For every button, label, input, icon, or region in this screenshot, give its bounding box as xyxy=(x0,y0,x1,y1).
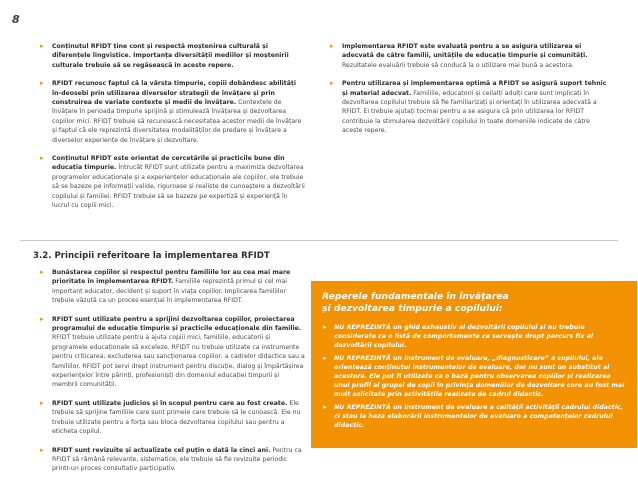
principle-item xyxy=(38,399,306,437)
triangle-right-icon: ▸ xyxy=(40,398,44,407)
principle-item xyxy=(38,79,306,145)
triangle-right-icon: ▸ xyxy=(323,402,327,411)
principle-text: RFIDT trebuie utilizate pentru a ajuta copiii mici, familiile, educatorii și programele educaționale să exceleze. RFIDT nu trebuie utilizate ca instrumente pentru criticarea, excluderea sau sancționarea copiilor, a cadrelor didactice sau a familiilor. RFIDT pot servi drept instrument pentru discuție, dialog și împărtășirea experiențelor între părinți, profesioniști din domeniul educației timpurii și membrii comunității. xyxy=(52,334,305,389)
callout-item-text: NU REPREZINTĂ un ghid exhaustiv al dezvoltării copilului și nu trebuie considerate ca o listă de comportamente ce servește drept parcurs fix al dezvoltării copilului. xyxy=(334,324,594,350)
triangle-right-icon: ▸ xyxy=(40,79,44,88)
callout-title-line: Reperele fundamentale în învățarea xyxy=(322,291,509,302)
principle-item xyxy=(328,79,610,135)
principle-text: Ele trebuie să sprijine familiile care sunt primele care trebuie să le cunoască. Ele nu trebuie utilizate pentru a forța sau bloca dezvoltarea copilului sau pentru a eticheta copilul. xyxy=(52,399,301,436)
triangle-right-icon: ▸ xyxy=(40,314,44,323)
section-divider xyxy=(20,240,618,241)
principle-item xyxy=(38,154,306,210)
triangle-right-icon: ▸ xyxy=(330,79,334,88)
left-column-top xyxy=(38,42,306,220)
principle-text: Familiile, educatorii și ceilalți adulți care sunt implicați în dezvoltarea copilului trebuie să fie familiarizați și orientați în utilizarea adecvată a RFIDT. Ei trebuie ajutați tocmai pentru a se asigura că prin utilizarea lor RFIDT contribuie la stimularea dezvoltării copilului în toate domeniile indicate de către aceste repere. xyxy=(342,89,597,135)
principle-bold: RFIDT sunt utilizate pentru a sprijini dezvoltarea copiilor, proiectarea programului de educație timpurie și practicile educaționale din familie. xyxy=(52,315,302,333)
callout-item-text: NU REPREZINTĂ un instrument de evaluare a calității activității cadrului didactic, ci stau la baza elaborării instrumentelor de evaluare a competențelor cadrului didactic. xyxy=(334,403,623,430)
callout-item-text: NU REPREZINTĂ un instrument de evaluare, „diagnosticare” a copilului, ele orientează conținutul instrumentelor de evaluare, dar nu sunt un substitut al acestora. Ele pot fi utilizate ca o bază pentru observarea copiilor și realizarea unui profil al grupei de copii în privința domeniilor de dezvoltare care au fost mai mult solicitate prin activitățile realizate de cadrul didactic. xyxy=(334,354,625,399)
triangle-right-icon: ▸ xyxy=(323,323,327,331)
callout-item xyxy=(322,323,627,351)
fundamentals-callout-box xyxy=(311,281,637,448)
principle-bold: Bunăstarea copiilor și respectul pentru familiile lor au cea mai mare prioritate în implementarea RFIDT. xyxy=(52,269,291,286)
principle-item xyxy=(328,42,610,70)
principle-item xyxy=(38,42,306,70)
principle-item xyxy=(38,315,306,390)
triangle-right-icon: ▸ xyxy=(40,445,44,454)
principle-text: Rezultatele evaluării trebuie să conducă la o utilizare mai bună a acestora. xyxy=(342,61,574,69)
page-number: 8 xyxy=(12,13,20,26)
principle-bold: Conținutul RFIDT este orientat de cercetările și practicile bune din educația timpurie. xyxy=(52,155,285,172)
triangle-right-icon: ▸ xyxy=(330,42,334,50)
callout-title-line: și dezvoltarea timpurie a copilului: xyxy=(322,303,503,314)
principle-bold: Pentru utilizarea și implementarea optimă a RFIDT se asigură suport tehnic și material adecvat. xyxy=(342,80,607,97)
callout-item xyxy=(322,354,627,400)
principle-bold: RFIDT recunosc faptul că la vârsta timpurie, copiii dobândesc abilități în-deosebi prin utilizarea diverselor strategii de învățare și prin construirea de variate contexte și medii de învățare. xyxy=(52,80,296,107)
section-heading: 3.2. Principii referitoare la implementarea RFIDT xyxy=(33,251,270,261)
triangle-right-icon: ▸ xyxy=(40,42,44,50)
principle-text: Întrucât RFIDT sunt utilizate pentru a maximiza dezvoltarea programelor educaționale și a experiențelor educaționale ale copiilor, ele trebuie să se bazeze pe informații valide, riguroase și realiste de cunoaștere a dezvoltării copilului și familiei. RFIDT trebuie să se bazeze pe expertiză și experiență în lucrul cu copiii mici. xyxy=(52,164,305,210)
principle-item xyxy=(38,268,306,306)
principle-item xyxy=(38,446,306,474)
principle-text: Contextele de învățare în perioada timpurie sprijină și stimulează învățarea și dezvoltarea copiilor mici. RFIDT trebuie să recunoască necesitatea acestor medii de învățare și faptul că ele reprezintă diversitatea modalităților de predare și învățare a diverselor experiențe de învățare și dezvoltare. xyxy=(52,99,302,144)
principle-bold: Implementarea RFIDT este evaluată pentru a se asigura utilizarea ei adecvată de către familii, unitățile de educație timpurie și comunități. xyxy=(342,43,588,60)
principle-text: Pentru ca RFIDT să rămână relevante, sistematice, ele trebuie să fie revizuite periodic printr-un proces consultativ participativ. xyxy=(52,446,302,473)
right-column-top xyxy=(328,42,610,145)
callout-item xyxy=(322,403,627,431)
triangle-right-icon: ▸ xyxy=(323,353,327,362)
triangle-right-icon: ▸ xyxy=(40,154,44,163)
principle-bold: RFIDT sunt utilizate judicios și în scopul pentru care au fost create. xyxy=(52,399,288,407)
principle-bold: RFIDT sunt revizuite și actualizate cel puțin o dată la cinci ani. xyxy=(52,446,271,454)
callout-title xyxy=(322,291,627,315)
left-column-bottom xyxy=(38,268,306,483)
triangle-right-icon: ▸ xyxy=(40,268,44,276)
principle-text: Familiile reprezintă primul și cel mai important educator, decident și suport în viața copiilor. Implicarea familiilor trebuie văzută ca un proces esențial în implementarea RFIDT. xyxy=(52,278,288,305)
principle-bold: Conținutul RFIDT ține cont și respectă moștenirea culturală și diferențele lingvistice. Importanța diversității mediilor și moștenirii culturale trebuie să se regăsească în aceste repere. xyxy=(52,43,289,69)
